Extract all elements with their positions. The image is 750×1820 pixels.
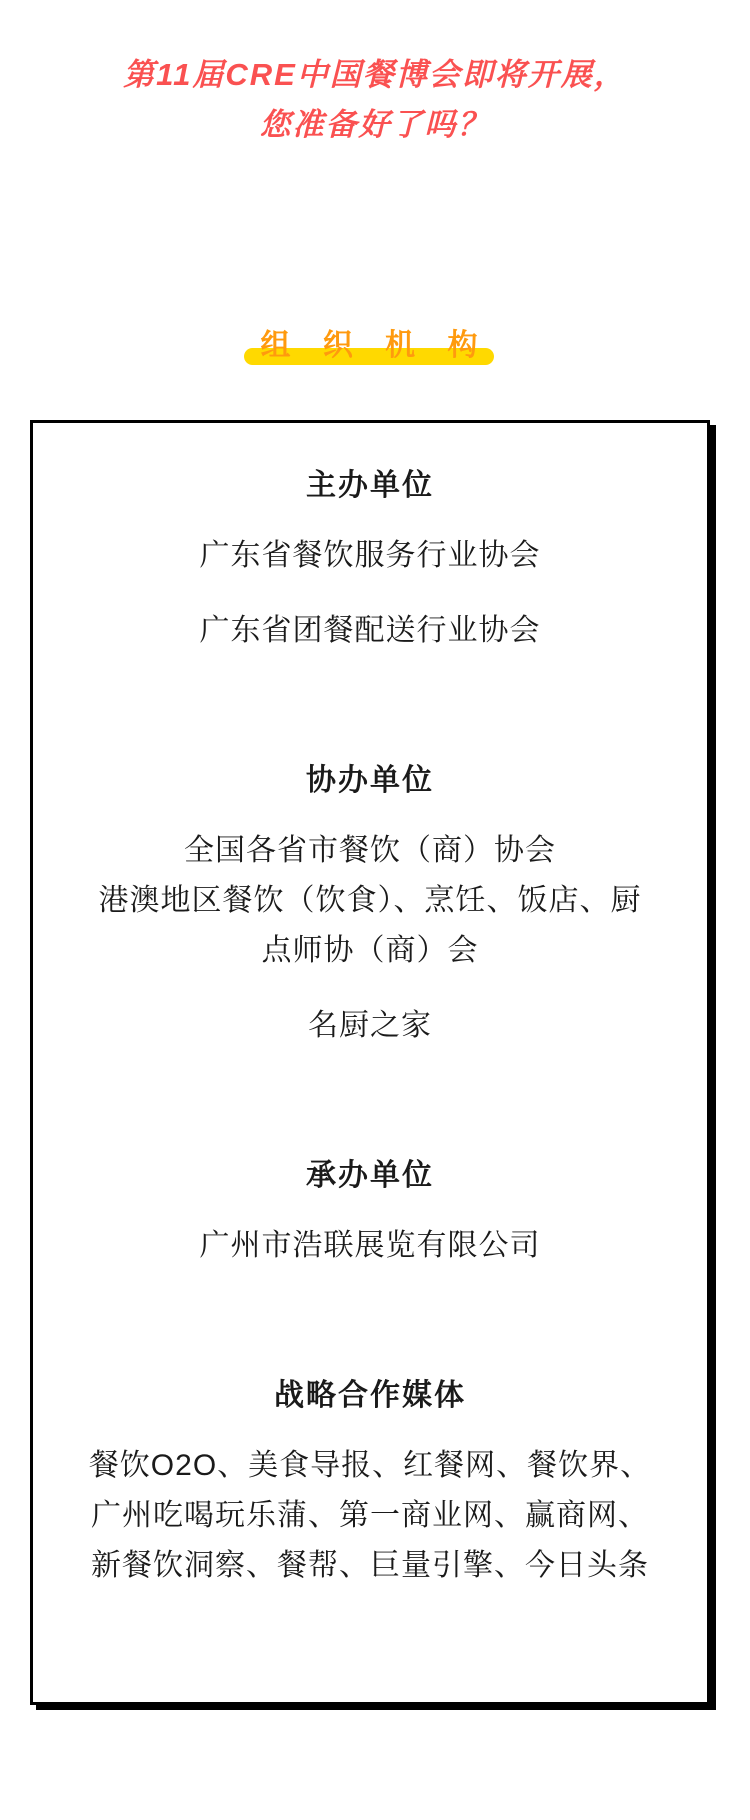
org-section-heading [260, 330, 489, 362]
org-entity-line: 点师协（商）会 [261, 934, 479, 967]
article-title [0, 50, 750, 150]
org-entity-line: 港澳地区餐饮（饮食）、烹饪、饭店、厨 [98, 884, 642, 917]
org-entity-line: 餐饮O2O、美食导报、红餐网、餐饮界、 [88, 1449, 652, 1482]
org-section-heading-text: 组 织 机 构 [260, 329, 490, 362]
article-page [0, 50, 750, 1820]
org-entity-line: 全国各省市餐饮（商）协会 [184, 834, 556, 867]
org-paragraph [63, 1221, 677, 1271]
org-paragraph [63, 606, 677, 656]
organization-card [30, 420, 710, 1705]
org-entity-line: 名厨之家 [308, 1009, 432, 1042]
section-heading-row [0, 330, 750, 362]
org-entity-line: 广东省餐饮服务行业协会 [199, 539, 541, 572]
org-section-title: 承办单位 [306, 1159, 434, 1192]
article-title-line1: 第11届CRE中国餐博会即将开展， [123, 57, 627, 92]
org-entity-line: 广东省团餐配送行业协会 [199, 614, 541, 647]
org-paragraph [63, 826, 677, 976]
org-paragraph [63, 1001, 677, 1051]
org-section [63, 1371, 677, 1591]
org-section [63, 461, 677, 656]
org-section-title: 主办单位 [306, 469, 434, 502]
org-section [63, 756, 677, 1051]
org-section [63, 1151, 677, 1271]
org-paragraph [63, 1441, 677, 1591]
org-section-title: 协办单位 [306, 764, 434, 797]
org-entity-line: 新餐饮洞察、餐帮、巨量引擎、今日头条 [91, 1549, 649, 1582]
org-entity-line: 广州市浩联展览有限公司 [199, 1229, 541, 1262]
org-section-title: 战略合作媒体 [274, 1379, 466, 1412]
article-title-line2: 您准备好了吗？ [259, 107, 491, 142]
org-paragraph [63, 531, 677, 581]
org-entity-line: 广州吃喝玩乐蒲、第一商业网、赢商网、 [91, 1499, 649, 1532]
